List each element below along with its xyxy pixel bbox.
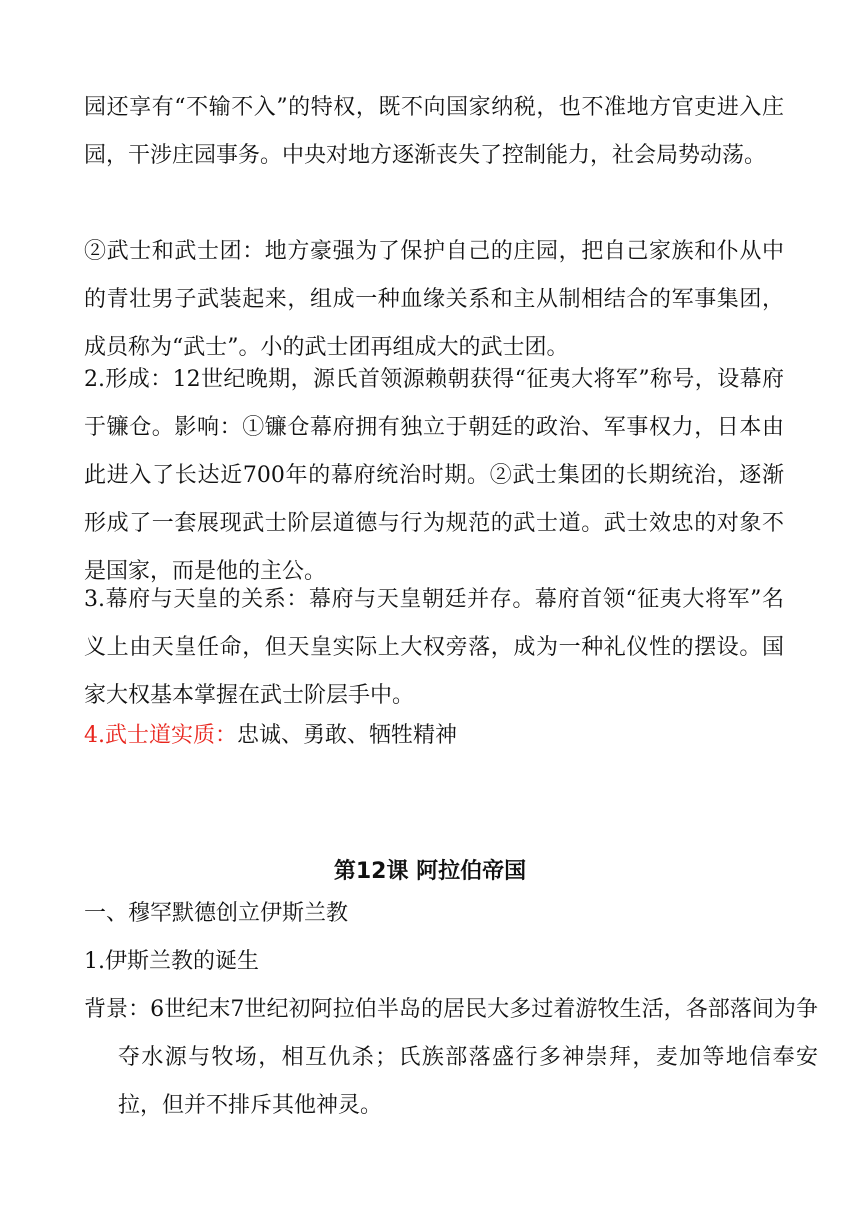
paragraph-manor-privilege: 园还享有“不输不入”的特权，既不向国家纳税，也不准地方官吏进入庄园，干涉庄园事务。中央对地方逐渐丧失了控制能力，社会局势动荡。 [84,95,784,168]
lesson-title: 第12课 阿拉伯帝国 [333,859,527,884]
bushido-label: 4.武士道实质： [84,723,237,748]
section-heading: 一、穆罕默德创立伊斯兰教 [84,901,349,926]
paragraph-samurai-groups: ②武士和武士团：地方豪强为了保护自己的庄园，把自己家族和仆从中的青壮男子武装起来，组成一种血缘关系和主从制相结合的军事集团，成员称为“武士”。小的武士团再组成大的武士团。 [84,239,784,360]
subsection-heading: 1.伊斯兰教的诞生 [84,949,259,974]
bushido-text: 忠诚、勇敢、牺牲精神 [237,723,458,748]
paragraph-shogunate-emperor: 3.幕府与天皇的关系：幕府与天皇朝廷并存。幕府首领“征夷大将军”名义上由天皇任命，但天皇实际上大权旁落，成为一种礼仪性的摆设。国家大权基本掌握在武士阶层手中。 [84,587,784,708]
paragraph-shogunate-formation: 2.形成：12世纪晚期，源氏首领源赖朝获得“征夷大将军”称号，设幕府于镰仓。影响：①镰仓幕府拥有独立于朝廷的政治、军事权力，日本由此进入了长达近700年的幕府统治时期。②武士集团的长期统治，逐渐形成了一套展现武士阶层道德与行为规范的武士道。武士效忠的对象不是国家，而是他的主公。 [84,367,784,584]
paragraph-bushido-essence [84,712,784,760]
paragraph-background: 背景：6世纪末7世纪初阿拉伯半岛的居民大多过着游牧生活，各部落间为争夺水源与牧场，相互仇杀；氏族部落盛行多神崇拜，麦加等地信奉安拉，但并不排斥其他神灵。 [84,997,818,1118]
